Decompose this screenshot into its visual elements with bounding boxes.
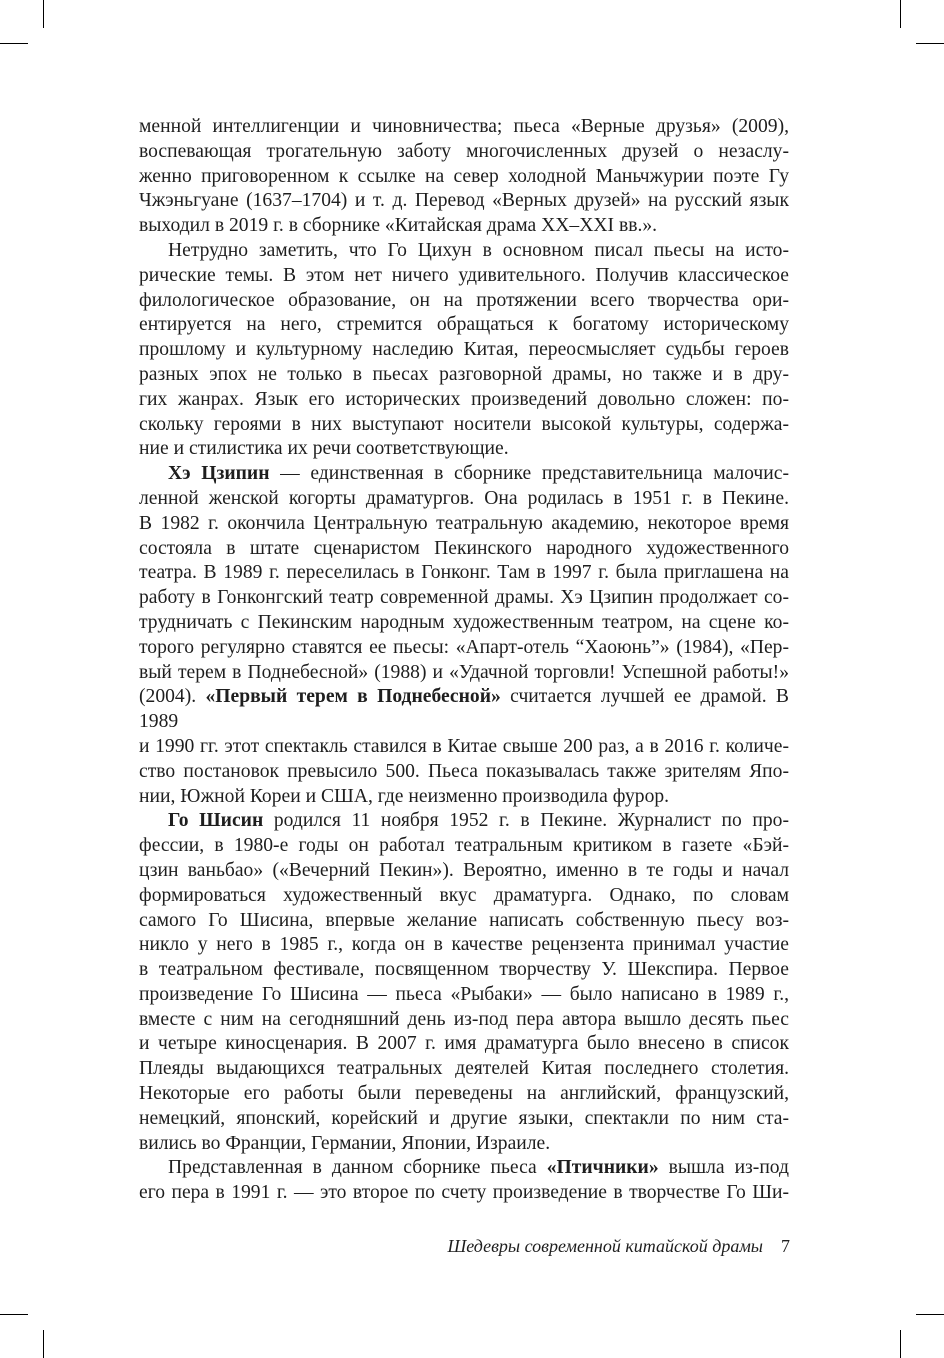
paragraph-continued [139,115,789,239]
text-line: ние и стилистика их речи соответствующие. [139,438,509,460]
body-text [139,115,789,1206]
author-name-guo-shixing: Го Шисин [168,810,264,832]
text-line: фессии, в 1980-е годы он работал театральным критиком в газете «Бэй- [139,835,789,857]
text-line: гих жанрах. Язык его исторических произведений довольно сложен: по- [139,388,789,410]
text-line: цзин ваньбао» («Вечерний Пекин»). Вероятно, именно в те годы и начал [139,859,789,881]
text-line: женно приговоренном к ссылке на север холодной Маньчжурии поэте Гу [139,165,789,187]
text-line: трудничать с Пекинским народным художественным театром, на сцене ко- [139,611,789,633]
crop-mark-top-right-horizontal [916,43,944,44]
text-line: вый терем в Поднебесной» (1988) и «Удачной торговли! Успешной работы!» [139,661,789,683]
crop-mark-bottom-right-horizontal [916,1314,944,1315]
text-line: Некоторые его работы были переведены на английский, французский, [139,1083,789,1105]
text-span: Представленная в данном сборнике пьеса [168,1157,547,1179]
text-line: ство постановок превысило 500. Пьеса показывалась также зрителям Япо- [139,760,789,782]
crop-mark-top-left-vertical [43,0,44,28]
text-line: торого регулярно ставятся ее пьесы: «Апарт-отель “Хаоюнь”» (1984), «Пер- [139,636,789,658]
text-line: вились во Франции, Германии, Японии, Израиле. [139,1132,551,1154]
crop-mark-bottom-left-horizontal [0,1314,28,1315]
play-title-birdkeepers: «Птичники» [546,1157,659,1179]
text-line: в театральном фестивале, посвященном творчеству У. Шекспира. Первое [139,959,789,981]
text-line [139,685,789,735]
text-line: разных эпох не только в пьесах разговорной драмы, но также и в дру- [139,363,789,385]
crop-mark-top-right-vertical [900,0,901,28]
text-span: — единственная в сборнике представительница малочис- [269,463,789,485]
text-line: прошлому и культурному наследию Китая, переосмысляет судьбы героев [139,339,789,361]
text-line: рические темы. В этом нет ничего удивительного. Получив классическое [139,264,789,286]
text-line: никло у него в 1985 г., когда он в качестве рецензента принимал участие [139,934,789,956]
text-line: воспевающая трогательную заботу многочисленных друзей о незаслу- [139,140,789,162]
text-line: и 1990 гг. этот спектакль ставился в Китае свыше 200 раз, а в 2016 г. количе- [139,735,789,757]
text-line: ентируется на него, стремится обращаться к богатому историческому [139,314,789,336]
text-line: филологическое образование, он на протяжении всего творчества ори- [139,289,789,311]
text-line: нии, Южной Кореи и США, где неизменно производила фурор. [139,785,670,807]
text-line: работу в Гонконгский театр современной драмы. Хэ Цзипин продолжает со- [139,587,789,609]
text-line: менной интеллигенции и чиновничества; пьеса «Верные друзья» (2009), [139,116,789,137]
paragraph-go-qihong [139,239,789,462]
text-line [139,1156,789,1181]
play-title-first-tower: «Первый терем в Поднебесной» [205,686,501,708]
text-line: ленной женской когорты драматургов. Она родилась в 1951 г. в Пекине. [139,487,789,509]
paragraph-guo-shixing [139,809,789,1156]
text-line: театра. В 1989 г. переселилась в Гонконг. Там в 1997 г. была приглашена на [139,562,789,584]
text-line: Нетрудно заметить, что Го Цихун в основном писал пьесы на исто- [168,239,789,261]
page-footer [447,1236,790,1257]
running-title: Шедевры современной китайской драмы [447,1236,763,1256]
text-line: произведение Го Шисина — пьеса «Рыбаки» — было написано в 1989 г., [139,983,789,1005]
paragraph-he-jiping [139,462,789,809]
text-line: вместе с ним на сегодняшний день из-под пера автора вышло десять пьес [139,1008,789,1030]
text-line [139,462,789,487]
text-line: Плеяды выдающихся театральных деятелей Китая последнего столетия. [139,1058,789,1080]
text-line: Чжэньгуане (1637–1704) и т. д. Перевод «Верных друзей» на русский язык [139,190,789,212]
text-line: немецкий, японский, корейский и другие языки, спектакли по ним ста- [139,1107,789,1129]
text-line: и четыре киносценария. В 2007 г. имя драматурга было внесено в список [139,1033,789,1055]
crop-mark-bottom-left-vertical [43,1330,44,1358]
text-line: самого Го Шисина, впервые желание написать собственную пьесу воз- [139,909,789,931]
author-name-he-jiping: Хэ Цзипин [168,463,270,485]
paragraph-birdkeepers [139,1156,789,1206]
text-line: выходил в 2019 г. в сборнике «Китайская драма XX–XXI вв.». [139,215,658,237]
text-line: формироваться художественный вкус драматурга. Однако, по словам [139,884,789,906]
text-line: В 1982 г. окончила Центральную театральную академию, некоторое время [139,512,789,534]
text-line [139,809,789,834]
text-line: его пера в 1991 г. — это второе по счету произведение в творчестве Го Ши- [139,1182,789,1204]
text-line: состояла в штате сценаристом Пекинского народного художественного [139,537,789,559]
text-line: скольку героями в них выступают носители высокой культуры, содержа- [139,413,789,435]
text-span: родился 11 ноября 1952 г. в Пекине. Журналист по про- [263,810,789,832]
crop-mark-bottom-right-vertical [900,1330,901,1358]
text-span: (2004). [139,686,206,708]
crop-mark-top-left-horizontal [0,43,28,44]
text-span: считается лучшей ее драмой. В 1989 [139,686,789,733]
page-number: 7 [781,1236,790,1256]
text-span: вышла из-под [658,1157,790,1179]
